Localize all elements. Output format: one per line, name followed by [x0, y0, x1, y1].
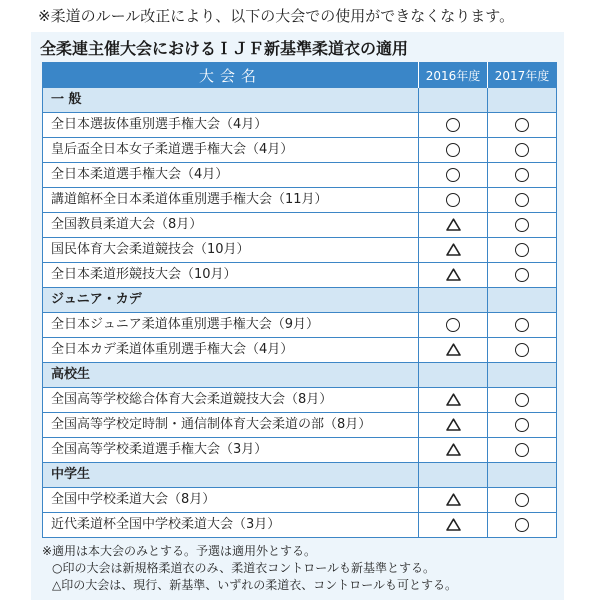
category-cell-empty: [488, 288, 557, 313]
category-cell-empty: [419, 363, 488, 388]
triangle-mark-icon: [446, 393, 461, 406]
circle-mark-icon: [446, 168, 460, 182]
cell-2017: [488, 313, 557, 338]
footnotes: [42, 543, 562, 594]
triangle-mark-icon: [446, 518, 461, 531]
tournament-name: 近代柔道杯全国中学校柔道大会（3月）: [43, 513, 419, 538]
circle-mark-icon: [446, 193, 460, 207]
cell-2017: [488, 238, 557, 263]
cell-2017: [488, 263, 557, 288]
category-cell-empty: [488, 88, 557, 113]
cell-2016: [419, 388, 488, 413]
cell-2017: [488, 188, 557, 213]
circle-mark-icon: [515, 418, 529, 432]
table-row: [43, 388, 557, 413]
circle-mark-icon: [515, 493, 529, 507]
cell-2016: [419, 413, 488, 438]
cell-2016: [419, 238, 488, 263]
tournament-name: 全国中学校柔道大会（8月）: [43, 488, 419, 513]
triangle-mark-icon: [446, 493, 461, 506]
table-row: [43, 113, 557, 138]
tournament-name: 全国高等学校定時制・通信制体育大会柔道の部（8月）: [43, 413, 419, 438]
cell-2016: [419, 113, 488, 138]
triangle-mark-icon: [446, 418, 461, 431]
tournament-name: 講道館杯全日本柔道体重別選手権大会（11月）: [43, 188, 419, 213]
table-header-row: [43, 63, 557, 88]
cell-2017: [488, 163, 557, 188]
circle-mark-icon: [515, 218, 529, 232]
circle-mark-icon: [515, 518, 529, 532]
tournament-name: 全国高等学校総合体育大会柔道競技大会（8月）: [43, 388, 419, 413]
footnote-circle-rule: ○印の大会は新規格柔道衣のみ、柔道衣コントロールも新基準とする。: [52, 561, 435, 575]
cell-2016: [419, 188, 488, 213]
table-row: [43, 138, 557, 163]
footnote-scope: ※適用は本大会のみとする。予選は適用外とする。: [42, 544, 317, 558]
circle-mark-icon: [515, 168, 529, 182]
tournament-name: 全国高等学校柔道選手権大会（3月）: [43, 438, 419, 463]
cell-2016: [419, 163, 488, 188]
triangle-mark-icon: [446, 268, 461, 281]
circle-mark-icon: [515, 143, 529, 157]
category-cell-empty: [488, 363, 557, 388]
tournament-name: 国民体育大会柔道競技会（10月）: [43, 238, 419, 263]
table-row: [43, 213, 557, 238]
category-cell-empty: [419, 288, 488, 313]
table-row: [43, 263, 557, 288]
cell-2016: [419, 138, 488, 163]
table-row: [43, 413, 557, 438]
category-cell-empty: [419, 463, 488, 488]
cell-2016: [419, 513, 488, 538]
category-cell-empty: [488, 463, 557, 488]
tournament-name: 全日本ジュニア柔道体重別選手権大会（9月）: [43, 313, 419, 338]
table-body: [43, 88, 557, 538]
circle-mark-icon: [446, 118, 460, 132]
category-label: 中学生: [43, 463, 419, 488]
category-row: [43, 88, 557, 113]
circle-mark-icon: [515, 193, 529, 207]
cell-2017: [488, 513, 557, 538]
cell-2017: [488, 488, 557, 513]
tournament-table: [42, 62, 557, 538]
category-cell-empty: [419, 88, 488, 113]
triangle-mark-icon: [446, 343, 461, 356]
circle-mark-icon: [515, 268, 529, 282]
triangle-mark-icon: [446, 218, 461, 231]
circle-mark-icon: [446, 318, 460, 332]
cell-2016: [419, 488, 488, 513]
cell-2016: [419, 263, 488, 288]
category-row: [43, 463, 557, 488]
table-title: 全柔連主催大会におけるＩＪＦ新基準柔道衣の適用: [40, 39, 409, 58]
triangle-mark-icon: [446, 243, 461, 256]
cell-2017: [488, 113, 557, 138]
cell-2016: [419, 213, 488, 238]
circle-mark-icon: [515, 343, 529, 357]
table-row: [43, 238, 557, 263]
cell-2017: [488, 413, 557, 438]
footnote-triangle-rule: △印の大会は、現行、新基準、いずれの柔道衣、コントロールも可とする。: [52, 578, 457, 592]
cell-2017: [488, 213, 557, 238]
tournament-name: 全日本柔道形競技大会（10月）: [43, 263, 419, 288]
cell-2017: [488, 438, 557, 463]
table-row: [43, 438, 557, 463]
table-row: [43, 188, 557, 213]
table-row: [43, 513, 557, 538]
cell-2016: [419, 338, 488, 363]
circle-mark-icon: [515, 318, 529, 332]
cell-2017: [488, 388, 557, 413]
circle-mark-icon: [515, 443, 529, 457]
circle-mark-icon: [515, 393, 529, 407]
header-2017: 2017年度: [488, 63, 557, 88]
table-row: [43, 163, 557, 188]
table-row: [43, 313, 557, 338]
cell-2016: [419, 438, 488, 463]
rule-change-notice: ※柔道のルール改正により、以下の大会での使用ができなくなります。: [38, 7, 515, 25]
category-row: [43, 288, 557, 313]
cell-2017: [488, 338, 557, 363]
category-label: ジュニア・カデ: [43, 288, 419, 313]
tournament-name: 全国教員柔道大会（8月）: [43, 213, 419, 238]
triangle-mark-icon: [446, 443, 461, 456]
category-label: 高校生: [43, 363, 419, 388]
header-2016: 2016年度: [419, 63, 488, 88]
category-label: 一 般: [43, 88, 419, 113]
circle-mark-icon: [515, 118, 529, 132]
header-tournament-name: 大会名: [43, 63, 419, 88]
tournament-name: 全日本カデ柔道体重別選手権大会（4月）: [43, 338, 419, 363]
tournament-name: 全日本選抜体重別選手権大会（4月）: [43, 113, 419, 138]
table-row: [43, 488, 557, 513]
cell-2017: [488, 138, 557, 163]
circle-mark-icon: [515, 243, 529, 257]
cell-2016: [419, 313, 488, 338]
category-row: [43, 363, 557, 388]
tournament-name: 全日本柔道選手権大会（4月）: [43, 163, 419, 188]
table-row: [43, 338, 557, 363]
tournament-name: 皇后盃全日本女子柔道選手権大会（4月）: [43, 138, 419, 163]
circle-mark-icon: [446, 143, 460, 157]
